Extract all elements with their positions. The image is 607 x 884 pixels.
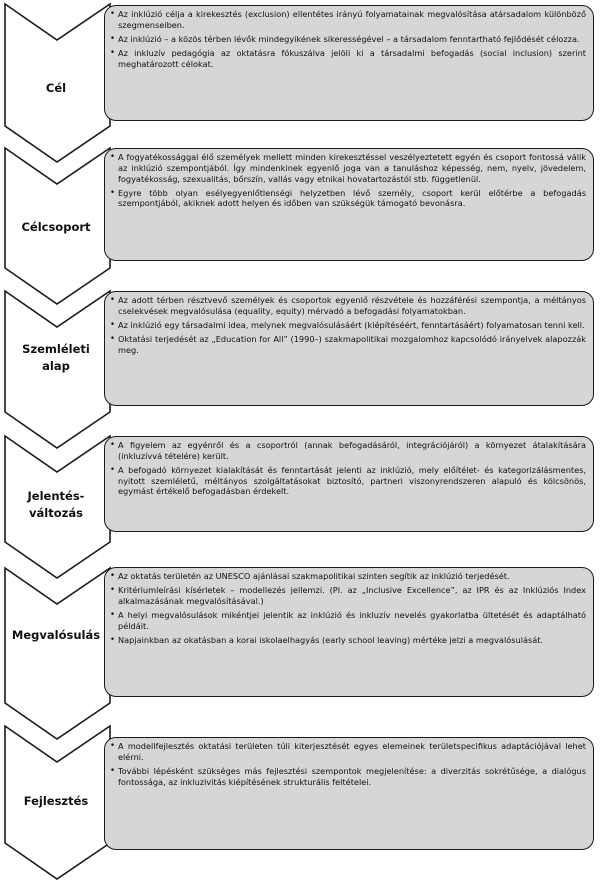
chevron-megvalosulas	[5, 568, 110, 739]
content-box-jelentes-valtozas	[104, 436, 594, 532]
bullet-item: • Az oktatás területén az UNESCO ajánlásai szakmapolitikai szinten segítik az inklúzió terjedését.	[110, 571, 586, 582]
bullet-item: • További lépésként szükséges más fejlesztési szempontok megjelenítése: a diverzitás sokrétűsége, a dialógus fontossága, az inkluzivitás kiépítésének strukturális feltételei.	[110, 766, 586, 788]
bullet-item: • Napjainkban az okatásban a korai iskolaelhagyás (early school leaving) mértéke jelzi a megvalósulását.	[110, 635, 586, 646]
step-label-celcsoport: Célcsoport	[21, 220, 91, 234]
bullet-item: • Az adott térben résztvevő személyek és csoportok egyenlő részvétele és hozzáférési szempontja, a méltányos cselekvések megvalósulása (equality, equity) mérvadó a befogadási folyamatokban.	[110, 295, 586, 317]
bullet-item: • A fogyatékossággal élő személyek mellett minden kirekesztéssel veszélyeztetett egyén és csoport fontossá válik az inklúzió szempontjából. Így mindenkinek egyenlő joga van a tanuláshoz képesség, nem, nyelv, jövedelem, fogyatékosság, szexualitás, bőrszín, vallás vagy etnikai hovatartozástól stb. függetlenül.	[110, 152, 586, 184]
content-box-fejlesztes	[104, 737, 594, 850]
bullet-item: • Oktatási terjedését az „Education for All” (1990–) szakmapolitikai mozgalomhoz kapcsolódó irányelvek alapozzák meg.	[110, 334, 586, 356]
step-label-szemleleti-alap: Szemléleti alap	[22, 342, 90, 373]
content-box-megvalosulas	[104, 567, 594, 697]
content-box-celcsoport	[104, 148, 594, 261]
bullet-item: • Az inklúzió egy társadalmi idea, melynek megvalósulásáért (kiépítéséért, fenntartásáért) folyamatosan tenni kell.	[110, 320, 586, 331]
bullet-item: • A befogadó környezet kialakítását és fenntartását jelenti az inklúzió, mely előítélet- és kategorizálásmentes, nyitott szemléletű, méltányos szolgáltatásokat biztosító, partneri viszonyrendszeren alapuló és kölcsönös, egymást értékelő befogadásban érdekelt.	[110, 465, 586, 497]
bullet-item: • Az inkluzív pedagógia az oktatásra fókuszálva jelöli ki a társadalmi befogadás (social inclusion) szerint meghatározott célokat.	[110, 48, 586, 70]
bullet-item: • A figyelem az egyénről és a csoportról (annak befogadásáról, integrációjáról) a környezet átalakítására (inkluzívvá tételére) került.	[110, 440, 586, 462]
step-label-fejlesztes: Fejlesztés	[23, 794, 89, 808]
bullet-item: • Egyre több olyan esélyegyenlőtlenségi helyzetben lévő személy, csoport kerül előtérbe a befogadás szempontjából, akiknek adott helyen és időben van szükségük támogató bevonásra.	[110, 188, 586, 210]
bullet-item: • A helyi megvalósulások mikéntjei jelentik az inklúzió és inkluzív nevelés gyakorlatba ültetését és adaptálható példáit.	[110, 610, 586, 632]
bullet-item: • Kritériumleírási kísérletek – modellezés jellemzi. (Pl. az „Inclusive Excellence”, az IPR és az Inklúziós Index alkalmazásának megvalósításával.)	[110, 585, 586, 607]
bullet-item: • Az inklúzió célja a kirekesztés (exclusion) ellentétes irányú folyamatainak megvalósítása atársadalom különböző szegmenseiben.	[110, 9, 586, 31]
content-box-cel	[104, 5, 594, 121]
bullet-item: • Az inklúzió – a közös térben lévők mindegyikének sikerességével – a társadalom fenntartható fejlődését célozza.	[110, 34, 586, 45]
step-label-cel: Cél	[45, 81, 67, 95]
content-box-szemleleti-alap	[104, 291, 594, 406]
step-label-jelentes-valtozas: Jelentés- változás	[27, 489, 85, 520]
bullet-item: • A modellfejlesztés oktatási területen túli kiterjesztését egyes elemeinek területspecifikus adaptációjával lehet elérni.	[110, 741, 586, 763]
step-label-megvalosulas: Megvalósulás	[11, 628, 101, 642]
